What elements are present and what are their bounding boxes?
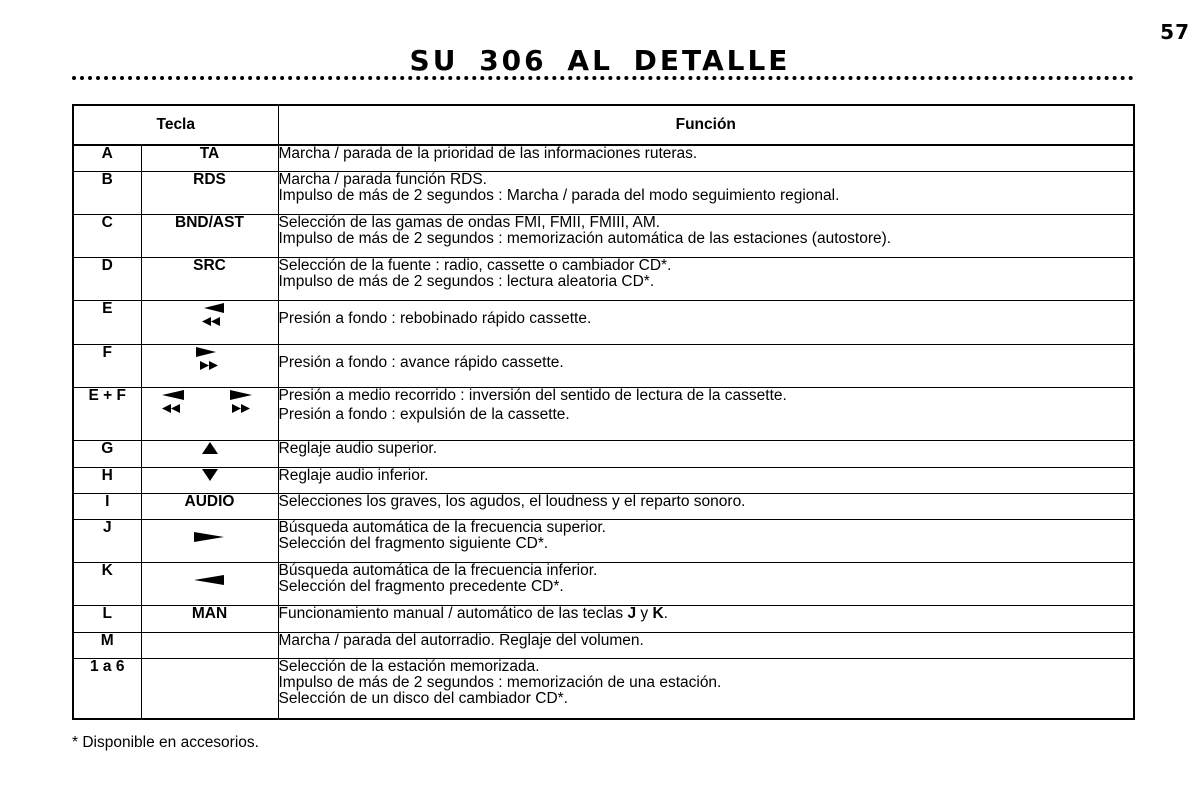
function-line: Selecciones los graves, los agudos, el loudness y el reparto sonoro. bbox=[278, 492, 746, 510]
function-description bbox=[278, 145, 1134, 171]
table-row bbox=[73, 605, 1134, 632]
function-description bbox=[278, 171, 1134, 214]
key-function-table bbox=[72, 104, 1135, 720]
function-line: Búsqueda automática de la frecuencia inferior. bbox=[278, 561, 598, 579]
function-line: Reglaje audio inferior. bbox=[278, 466, 429, 484]
key-label: MAN bbox=[141, 605, 278, 632]
rewind-icon bbox=[195, 301, 225, 331]
arrow-down-icon bbox=[195, 468, 225, 482]
table-row bbox=[73, 632, 1134, 658]
function-line: Impulso de más de 2 segundos : Marcha / parada del modo seguimiento regional. bbox=[278, 186, 840, 204]
fast-forward-icon bbox=[195, 345, 225, 375]
key-letter: A bbox=[73, 145, 141, 171]
function-description bbox=[278, 658, 1134, 719]
key-label bbox=[141, 387, 278, 440]
key-label bbox=[141, 440, 278, 467]
dotted-rule bbox=[72, 76, 1134, 80]
function-line: Funcionamiento manual / automático de las teclas J y K. bbox=[278, 604, 668, 622]
function-description bbox=[278, 605, 1134, 632]
function-line: Selección de la fuente : radio, cassette o cambiador CD*. bbox=[278, 256, 672, 274]
function-description bbox=[278, 519, 1134, 562]
function-line: Impulso de más de 2 segundos : lectura aleatoria CD*. bbox=[278, 272, 655, 290]
key-label: RDS bbox=[141, 171, 278, 214]
key-letter: M bbox=[73, 632, 141, 658]
table-row bbox=[73, 257, 1134, 300]
seek-left-icon bbox=[190, 571, 230, 591]
function-description bbox=[278, 300, 1134, 344]
key-letter: E bbox=[73, 300, 141, 344]
key-label bbox=[141, 467, 278, 493]
page-number: 57 bbox=[1160, 20, 1190, 44]
key-label bbox=[141, 632, 278, 658]
key-letter: 1 a 6 bbox=[73, 658, 141, 719]
key-letter: K bbox=[73, 562, 141, 605]
table-row bbox=[73, 344, 1134, 387]
function-line: Selección de las gamas de ondas FMI, FMII, FMIII, AM. bbox=[278, 213, 661, 231]
function-line: Búsqueda automática de la frecuencia superior. bbox=[278, 518, 606, 536]
function-line: Presión a medio recorrido : inversión del sentido de lectura de la cassette. bbox=[278, 386, 787, 404]
function-line: Impulso de más de 2 segundos : memorización automática de las estaciones (autostore). bbox=[278, 229, 892, 247]
table-body bbox=[73, 145, 1134, 719]
header-key: Tecla bbox=[73, 105, 278, 145]
seek-right-icon bbox=[190, 528, 230, 548]
function-line: Presión a fondo : avance rápido cassette. bbox=[278, 353, 564, 371]
function-line: Presión a fondo : expulsión de la cassette. bbox=[278, 405, 570, 423]
table-row bbox=[73, 145, 1134, 171]
table-row bbox=[73, 387, 1134, 440]
function-line: Selección de un disco del cambiador CD*. bbox=[278, 689, 568, 707]
table-row bbox=[73, 467, 1134, 493]
table-row bbox=[73, 300, 1134, 344]
table-row bbox=[73, 214, 1134, 257]
function-description bbox=[278, 632, 1134, 658]
key-label: SRC bbox=[141, 257, 278, 300]
key-label: AUDIO bbox=[141, 493, 278, 519]
table-row bbox=[73, 440, 1134, 467]
key-letter: G bbox=[73, 440, 141, 467]
key-letter: D bbox=[73, 257, 141, 300]
key-letter: I bbox=[73, 493, 141, 519]
key-letter: H bbox=[73, 467, 141, 493]
function-description bbox=[278, 387, 1134, 440]
function-line: Impulso de más de 2 segundos : memorización de una estación. bbox=[278, 673, 722, 691]
key-label bbox=[141, 344, 278, 387]
key-label bbox=[141, 519, 278, 562]
key-label bbox=[141, 658, 278, 719]
function-line: Reglaje audio superior. bbox=[278, 439, 438, 457]
function-description bbox=[278, 493, 1134, 519]
function-description bbox=[278, 257, 1134, 300]
function-line: Presión a fondo : rebobinado rápido cassette. bbox=[278, 309, 592, 327]
table-row bbox=[73, 519, 1134, 562]
function-line: Marcha / parada de la prioridad de las informaciones ruteras. bbox=[278, 145, 698, 162]
key-letter: B bbox=[73, 171, 141, 214]
header-function: Función bbox=[278, 105, 1134, 145]
table-header-row bbox=[73, 105, 1134, 145]
rewind-and-fast-forward-icon bbox=[160, 388, 260, 418]
key-label: BND/AST bbox=[141, 214, 278, 257]
function-description bbox=[278, 562, 1134, 605]
page-title: SU 306 AL DETALLE bbox=[409, 44, 791, 77]
function-line: Marcha / parada del autorradio. Reglaje del volumen. bbox=[278, 631, 644, 649]
table-row bbox=[73, 562, 1134, 605]
key-label: TA bbox=[141, 145, 278, 171]
key-letter: C bbox=[73, 214, 141, 257]
key-letter: J bbox=[73, 519, 141, 562]
key-letter: E + F bbox=[73, 387, 141, 440]
function-description bbox=[278, 440, 1134, 467]
function-description bbox=[278, 344, 1134, 387]
function-description bbox=[278, 467, 1134, 493]
key-label bbox=[141, 300, 278, 344]
footnote: * Disponible en accesorios. bbox=[72, 734, 259, 751]
function-line: Selección de la estación memorizada. bbox=[278, 657, 540, 675]
key-letter: F bbox=[73, 344, 141, 387]
function-line: Selección del fragmento precedente CD*. bbox=[278, 577, 564, 595]
function-description bbox=[278, 214, 1134, 257]
table-row bbox=[73, 171, 1134, 214]
table-row bbox=[73, 493, 1134, 519]
key-letter: L bbox=[73, 605, 141, 632]
function-line: Marcha / parada función RDS. bbox=[278, 170, 487, 188]
table-row bbox=[73, 658, 1134, 719]
key-label bbox=[141, 562, 278, 605]
function-line: Selección del fragmento siguiente CD*. bbox=[278, 534, 549, 552]
arrow-up-icon bbox=[195, 441, 225, 455]
